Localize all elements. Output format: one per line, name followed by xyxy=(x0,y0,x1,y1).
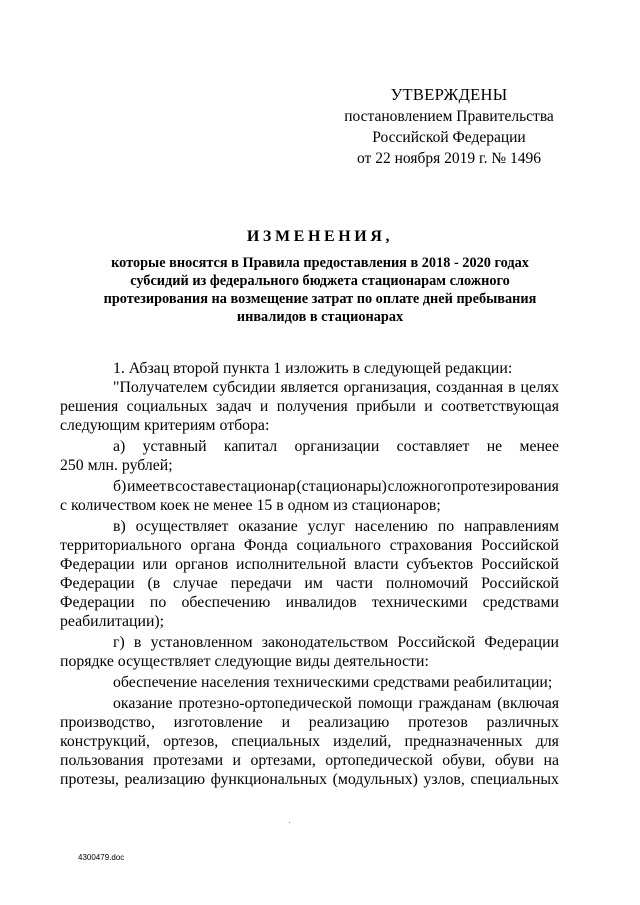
body-line: б) имеет в составе стационар (стационары) сложного протезирования xyxy=(113,478,559,495)
body-line: территориального органа Фонда социального страхования Российской xyxy=(60,537,559,554)
body-line: оказание протезно-ортопедической помощи гражданам (включая xyxy=(113,695,559,712)
body-line: с количеством коек не менее 15 в одном из стационаров; xyxy=(60,497,441,514)
body-line: г) в установленном законодательством Российской Федерации xyxy=(113,634,559,651)
body-line: 1. Абзац второй пункта 1 изложить в следующей редакции: xyxy=(113,360,513,377)
body-line: Федерации по обеспечению инвалидов техническими средствами xyxy=(60,594,559,611)
scan-artifact xyxy=(289,822,290,823)
body-line: следующим критериям отбора: xyxy=(60,417,270,434)
title-line: инвалидов в стационарах xyxy=(236,309,404,325)
body-line: а) уставный капитал организации составляет не менее xyxy=(113,438,559,455)
body-line: решения социальных задач и получения прибыли и соответствующая xyxy=(60,398,559,415)
document-title xyxy=(70,228,570,326)
title-line: протезирования на возмещение затрат по оплате дней пребывания xyxy=(103,291,537,307)
approval-line: Российской Федерации xyxy=(372,129,526,146)
body-line: обеспечение населения техническими средствами реабилитации; xyxy=(113,674,553,691)
body-line: в) осуществляет оказание услуг населению по направлениям xyxy=(113,518,559,535)
body-line: "Получателем субсидии является организация, созданная в целях xyxy=(113,379,559,396)
changes-heading: ИЗМЕНЕНИЯ, xyxy=(246,228,394,245)
body-line: 250 млн. рублей; xyxy=(60,457,173,474)
body-line: конструкций, ортезов, специальных изделий, предназначенных для xyxy=(60,733,559,750)
body-line: порядке осуществляет следующие виды деятельности: xyxy=(60,653,429,670)
body-line: пользования протезами и ортезами, ортопедической обуви, обуви на xyxy=(60,752,559,769)
body-line: реабилитации); xyxy=(60,613,165,630)
title-line: субсидий из федерального бюджета стационарам сложного xyxy=(130,273,510,289)
approval-block xyxy=(320,84,578,169)
approved-heading: УТВЕРЖДЕНЫ xyxy=(390,85,508,104)
approval-date-number: от 22 ноября 2019 г. № 1496 xyxy=(357,150,541,167)
document-body xyxy=(60,359,559,789)
approval-line: постановлением Правительства xyxy=(344,108,554,125)
footer-filename: 4300479.doc xyxy=(78,853,125,862)
body-line: производство, изготовление и реализацию протезов различных xyxy=(60,714,559,731)
title-line: которые вносятся в Правила предоставления в 2018 - 2020 годах xyxy=(111,255,529,271)
body-line: протезы, реализацию функциональных (модульных) узлов, специальных xyxy=(60,771,559,788)
body-line: Федерации или органов исполнительной власти субъектов Российской xyxy=(60,556,559,573)
body-line: Федерации (в случае передачи им части полномочий Российской xyxy=(60,575,559,592)
